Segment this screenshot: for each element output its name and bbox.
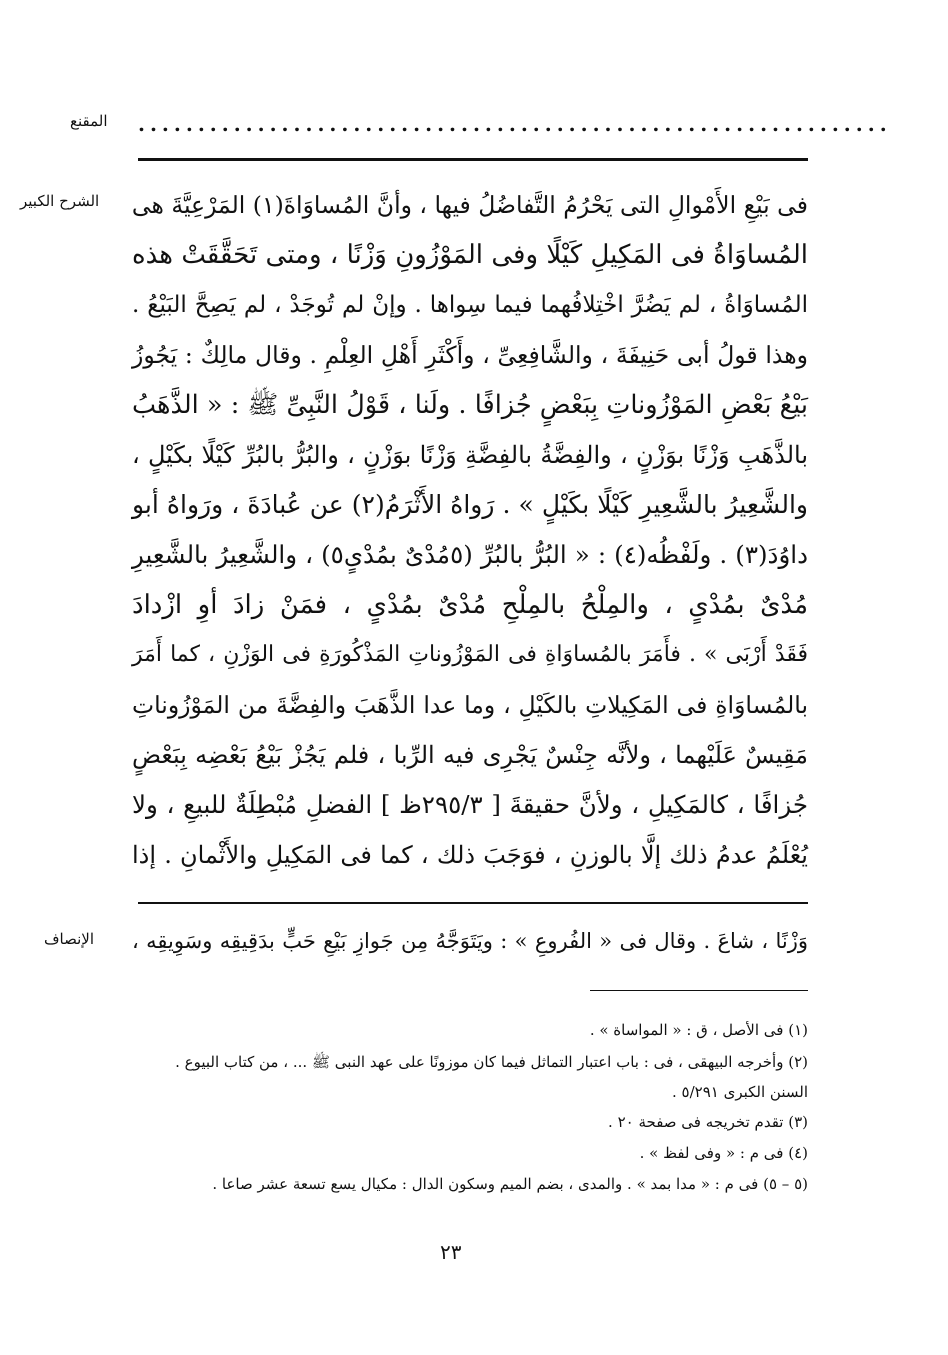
main-line: بالذَّهَبِ وَزْنًا بوَزْنٍ ، والفِضَّةُ بالفِضَّةِ وَزْنًا بوَزْنٍ ، والبُرُّ بالبُرِّ كَيْلًا بكَيْلٍ ، — [132, 441, 808, 469]
main-line: يُعْلَمُ عدمُ ذلك إلَّا بالوزنِ ، فوَجَبَ ذلك ، كما فى المَكِيلِ والأَثْمانِ . إذا — [132, 841, 808, 869]
footnote-rule — [590, 990, 808, 991]
main-line: المُساوَاةُ ، لم يَضُرَّ اخْتِلافُهما فيما سِواها . وإنْ لم تُوجَدْ ، لم يَصِحَّ البَيْعُ . — [132, 292, 808, 318]
main-line: والشَّعِيرُ بالشَّعِيرِ كَيْلًا بكَيْلٍ » . رَواهُ الأَثْرَمُ(٢) عن عُبادَةَ ، ورَواهُ أبو — [132, 490, 808, 519]
footnote: (٢) وأخرجه البيهقى ، فى : باب اعتبار التماثل فيما كان موزونًا على عهد النبى ﷺ ... ، من كتاب البيوع . — [175, 1053, 808, 1071]
footnote: (١) فى الأصل ، ق : « المواساة » . — [589, 1021, 808, 1039]
main-line: داوُدَ(٣) . ولَفْظُه(٤) : « البُرُّ بالبُرِّ (٥مُدْىٌ بمُدْىٍ٥) ، والشَّعِيرُ بالشَّعِيرِ — [132, 540, 809, 569]
side-label-insaf: الإنصاف — [44, 930, 95, 948]
footnote: السنن الكبرى ٥/٢٩١ . — [672, 1083, 808, 1101]
main-line: المُساوَاةُ فى المَكِيلِ كَيْلًا وفى المَوْزُونِ وَزْنًا ، ومتى تَحَقَّقَتْ هذه — [132, 240, 808, 270]
main-line: بالمُساوَاةِ فى المَكِيلاتِ بالكَيْلِ ، وما عدا الذَّهَبَ والفِضَّةَ من المَوْزُوناتِ — [132, 691, 808, 719]
header-dotted-leader: ............................................................... — [138, 112, 892, 136]
main-line: فَقَدْ أَرْبَى » . فأَمَرَ بالمُساوَاةِ فى المَوْزُوناتِ المَذْكُورَةِ فى الوَزْنِ ، كما أَمَرَ — [132, 642, 808, 667]
main-line: بَيْعُ بَعْضِ المَوْزُوناتِ بِبَعْضٍ جُزافًا . ولَنا ، قَوْلُ النَّبِىِّ ﷺ : « الذَّهَبُ — [132, 390, 808, 420]
page-number: ٢٣ — [440, 1240, 462, 1264]
footnote: (٤) فى م : « وفى لفظ » . — [639, 1144, 808, 1162]
section-rule — [138, 902, 808, 904]
main-line: فى بَيْعِ الأَمْوالِ التى يَحْرُمُ التَّفاضُلُ فيها ، وأنَّ المُساوَاةَ(١) المَرْعِيَّةَ هى — [131, 191, 808, 219]
insaf-line: وَزْنًا ، شاعَ . وقال فى « الفُروعِ » : ويَتَوَجَّهُ مِن جَوازِ بَيْعِ حَبٍّ بدَقِيقِه وسَوِيقِه ، — [132, 929, 808, 953]
book-title: المقنع — [70, 112, 108, 130]
main-line: جُزافًا ، كالمَكِيلِ ، ولأنَّ حقيقةَ [ ٢٩٥/٣ظ ] الفضلِ مُبْطِلَةٌ للبيعِ ، ولا — [132, 790, 808, 819]
footnote: (٣) تقدم تخريجه فى صفحة ٢٠ . — [608, 1113, 808, 1131]
main-line: مَقِيسٌ عَلَيْهما ، ولأنَّه جِنْسٌ يَجْرِى فيه الرِّبا ، فلم يَجُزْ بَيْعُ بَعْضِه بِبَعْضٍ — [132, 741, 808, 769]
header-rule — [138, 158, 808, 161]
side-label-sharh: الشرح الكبير — [20, 192, 100, 210]
main-line: وهذا قولُ أبى حَنِيفَةَ ، والشَّافِعِىِّ ، وأَكْثَرِ أَهْلِ العِلْمِ . وقال مالِكٌ : يَجُوزُ — [132, 341, 808, 369]
footnote: (٥ – ٥) فى م : « مدا بمد » . والمدى ، بضم الميم وسكون الدال : مكيال يسع تسعة عشر صاعا . — [212, 1175, 808, 1193]
main-line: مُدْىٌ بمُدْىٍ ، والمِلْحُ بالمِلْحِ مُدْىٌ بمُدْىٍ ، فمَنْ زادَ أوِ ازْدادَ — [132, 590, 808, 620]
